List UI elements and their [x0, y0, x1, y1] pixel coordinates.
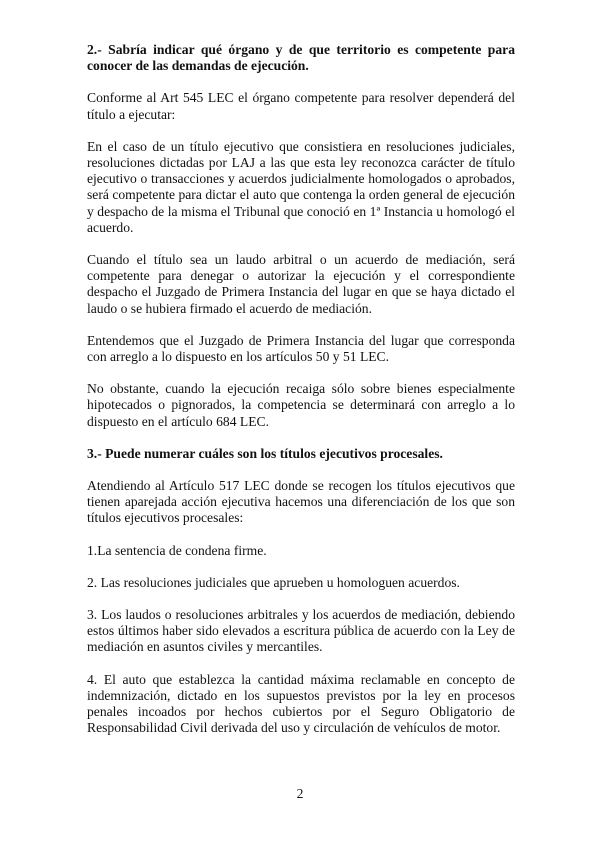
list-item-1: 1.La sentencia de condena firme. — [87, 542, 267, 558]
list-item-3: 3. Los laudos o resoluciones arbitrales y los acuerdos de mediación, debiendo estos últimos haber sido elevados a escritura pública de acuerdo con la Ley de mediación en asuntos civiles y mercantiles. — [87, 607, 515, 655]
list-item-2: 2. Las resoluciones judiciales que aprueben u homologuen acuerdos. — [87, 574, 460, 590]
paragraph-judicial-titles: En el caso de un título ejecutivo que consistiera en resoluciones judiciales, resoluciones dictadas por LAJ a las que esta ley reconozca carácter de título ejecutivo o transacciones y acuerdos judicialmente homologados o aprobados, será competente para dictar el auto que contenga la orden general de ejecución y despacho de la misma el Tribunal que conoció en 1ª Instancia u homologó el acuerdo. — [87, 138, 515, 235]
document-page — [87, 42, 515, 753]
page-number: 2 — [296, 786, 304, 801]
list-item-4: 4. El auto que establezca la cantidad máxima reclamable en concepto de indemnización, dictado en los supuestos previstos por la ley en procesos penales incoados por hechos cubiertos por el Seguro Obligatorio de Responsabilidad Civil derivada del uso y circulación de vehículos de motor. — [87, 671, 515, 736]
paragraph-mortgaged-assets: No obstante, cuando la ejecución recaiga sólo sobre bienes especialmente hipotecados o pignorados, la competencia se determinará con arreglo a lo dispuesto en el artículo 684 LEC. — [87, 381, 515, 429]
paragraph-art-517-intro: Atendiendo al Artículo 517 LEC donde se recogen los títulos ejecutivos que tienen aparejada acción ejecutiva hacemos una diferenciación de los que son títulos ejecutivos procesales: — [87, 478, 515, 526]
paragraph-art-545-intro: Conforme al Art 545 LEC el órgano competente para resolver dependerá del título a ejecutar: — [87, 90, 515, 122]
section-2-heading: 2.- Sabría indicar qué órgano y de que territorio es competente para conocer de las demandas de ejecución. — [87, 42, 515, 74]
paragraph-arbitral-award: Cuando el título sea un laudo arbitral o un acuerdo de mediación, será competente para denegar o autorizar la ejecución y el correspondiente despacho el Juzgado de Primera Instancia del lugar en que se haya dictado el laudo o se hubiera firmado el acuerdo de mediación. — [87, 252, 515, 316]
paragraph-territorial-competence: Entendemos que el Juzgado de Primera Instancia del lugar que corresponda con arreglo a lo dispuesto en los artículos 50 y 51 LEC. — [87, 332, 515, 365]
section-3-heading: 3.- Puede numerar cuáles son los títulos ejecutivos procesales. — [87, 445, 443, 461]
